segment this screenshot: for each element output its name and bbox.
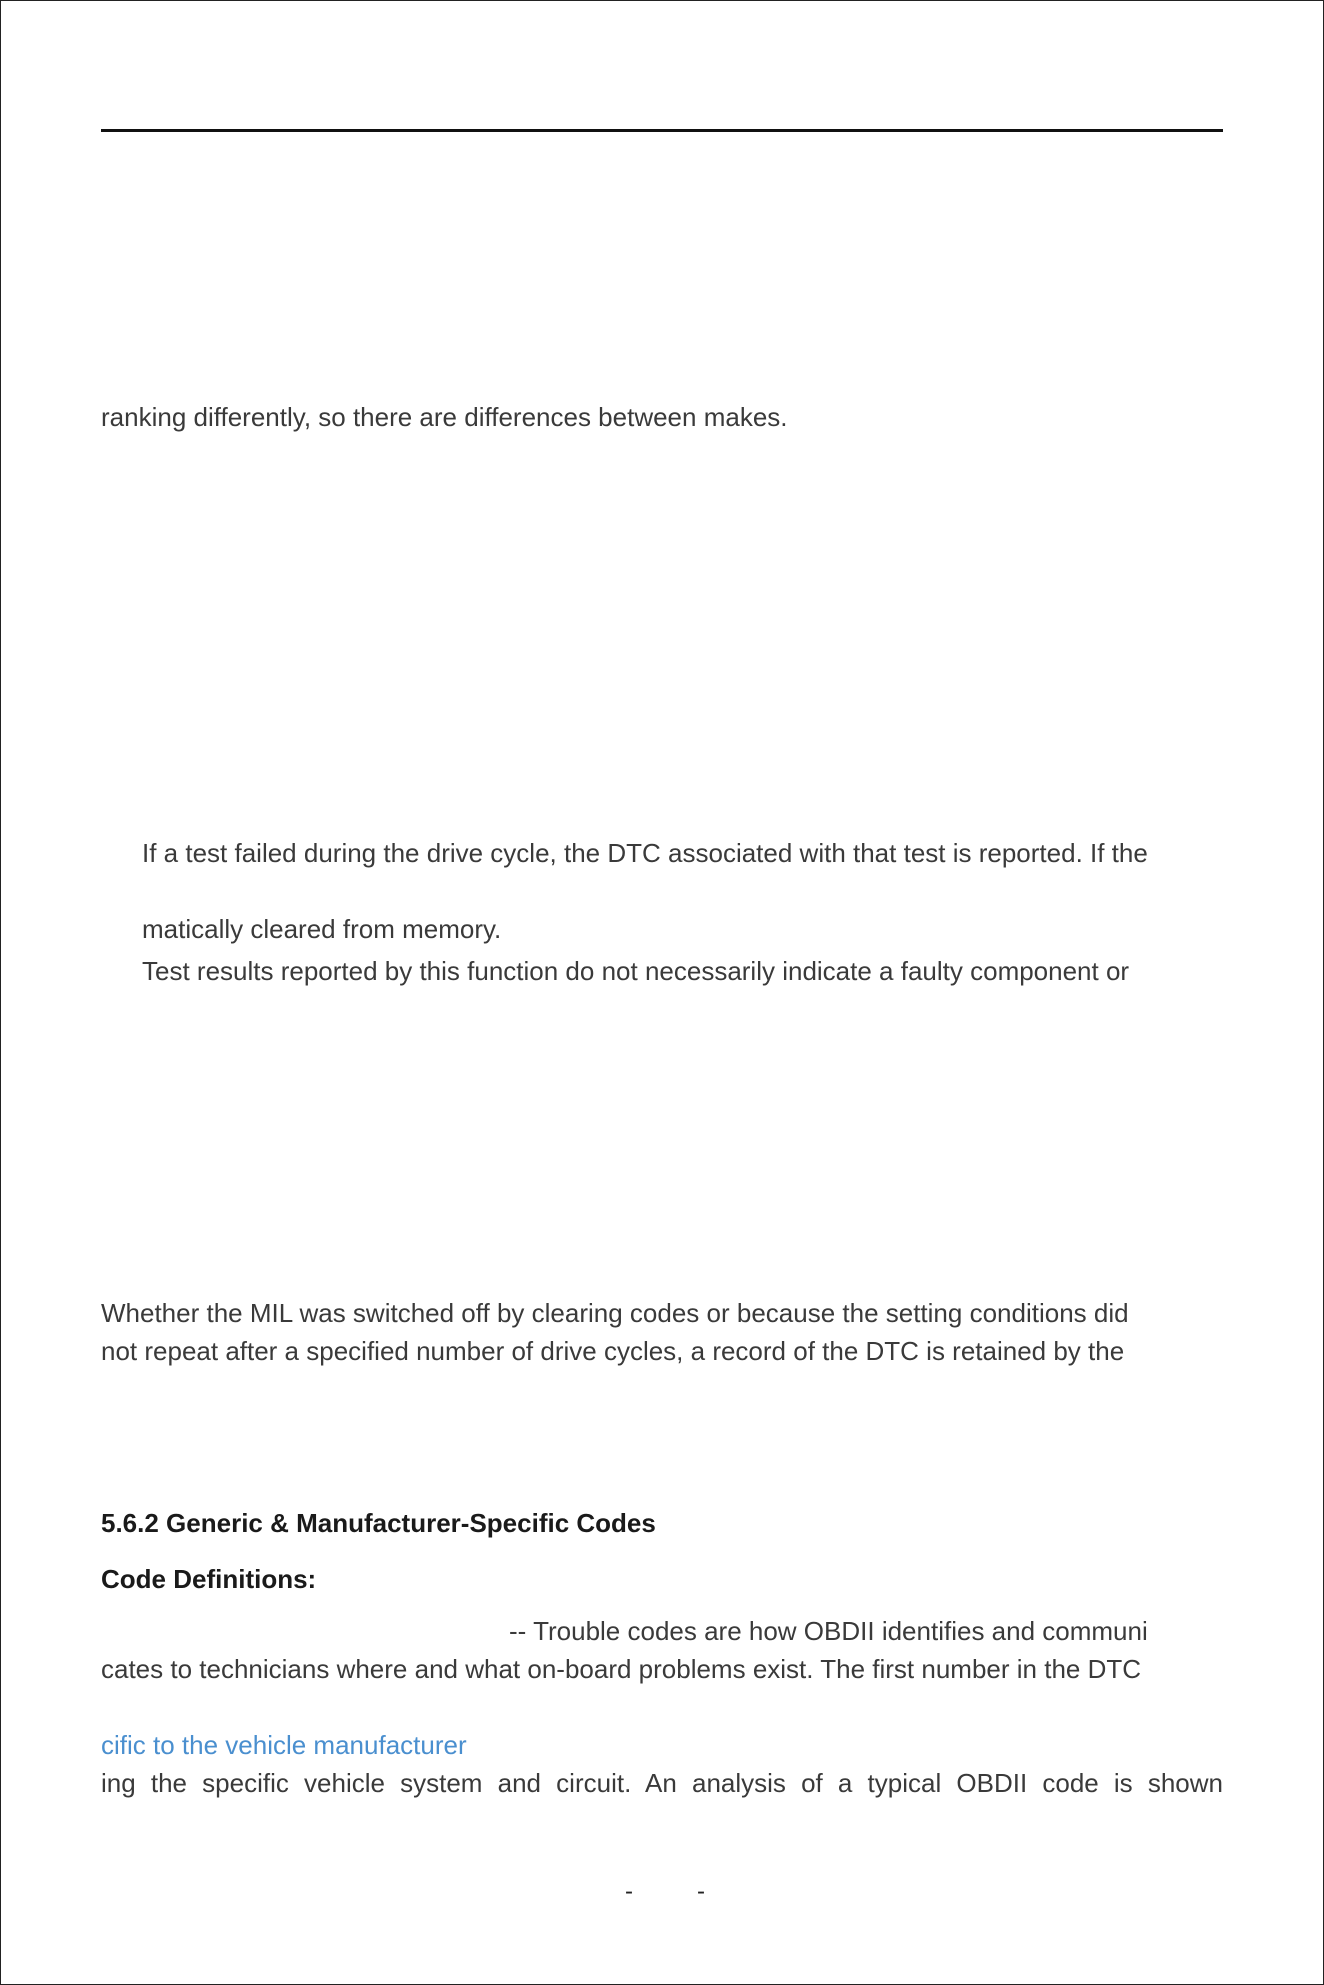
text-line-mil-switched: Whether the MIL was switched off by clearing codes or because the setting conditions did	[101, 1298, 1129, 1328]
header-rule	[101, 129, 1223, 132]
page-number-right-dash: -	[697, 1878, 705, 1905]
highlighted-text-manufacturer: cific to the vehicle manufacturer	[101, 1730, 467, 1760]
page-number-left-dash: -	[625, 1878, 633, 1905]
text-line-test-failed: If a test failed during the drive cycle, the DTC associated with that test is reported. If the	[142, 838, 1148, 868]
code-definitions-heading: Code Definitions:	[101, 1564, 317, 1594]
text-line-cleared: matically cleared from memory.	[142, 914, 502, 944]
text-line-drive-cycles: not repeat after a specified number of drive cycles, a record of the DTC is retained by the	[101, 1336, 1125, 1366]
text-line-test-results: Test results reported by this function do not necessarily indicate a faulty component or	[142, 956, 1130, 986]
text-line-technicians: cates to technicians where and what on-board problems exist. The first number in the DTC	[101, 1654, 1142, 1684]
page-number	[625, 1877, 705, 1907]
text-line-makes: ranking differently, so there are differences between makes.	[101, 402, 788, 432]
section-heading: 5.6.2 Generic & Manufacturer-Specific Codes	[101, 1508, 656, 1538]
text-line-vehicle-system: ing the specific vehicle system and circuit. An analysis of a typical OBDII code is shown	[101, 1768, 1223, 1798]
text-line-trouble-codes: -- Trouble codes are how OBDII identifies and communi	[509, 1616, 1148, 1646]
